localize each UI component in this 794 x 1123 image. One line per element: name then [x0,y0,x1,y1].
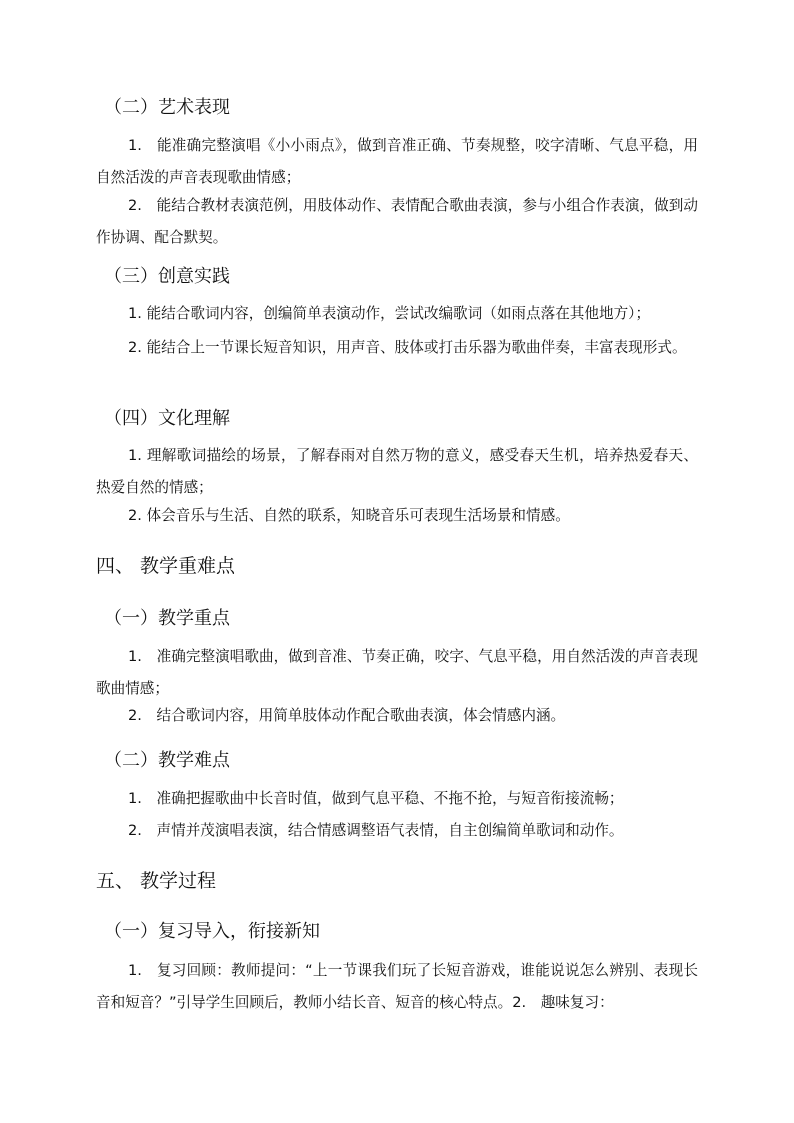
paragraph-create-2: 2. 能结合上一节课长短音知识，用声音、肢体或打击乐器为歌曲伴奏，丰富表现形式。 [128,339,687,356]
paragraph-culture-2: 2. 体会音乐与生活、自然的联系，知晓音乐可表现生活场景和情感。 [128,507,570,524]
section-heading-creative-practice: （三）创意实践 [104,266,230,287]
section-heading-key-points: （一）教学重点 [104,608,230,629]
paragraph-culture-1: 1. 理解歌词描绘的场景，了解春雨对自然万物的意义，感受春天生机，培养热爱春天、热爱自然的情感； [96,447,698,496]
paragraph-difficult-1: 1. 准确把握歌曲中长音时值，做到气息平稳、不拖不抢，与短音衔接流畅； [128,790,624,807]
paragraph-art-2: 2. 能结合教材表演范例，用肢体动作、表情配合歌曲表演，参与小组合作表演，做到动作协调、配合默契。 [96,197,698,246]
paragraph-create-1: 1. 能结合歌词内容，创编简单表演动作，尝试改编歌词（如雨点落在其他地方）； [128,305,651,322]
section-heading-review-intro: （一）复习导入，衔接新知 [104,921,320,942]
section-heading-cultural-understanding: （四）文化理解 [104,408,230,429]
paragraph-review-1: 1. 复习回顾：教师提问：“上一节课我们玩了长短音游戏，谁能说说怎么辨别、表现长音和短音？”引导学生回顾后，教师小结长音、短音的核心特点。2. 趣味复习： [96,962,698,1011]
paragraph-key-2: 2. 结合歌词内容，用简单肢体动作配合歌曲表演，体会情感内涵。 [128,707,566,724]
section-heading-art-expression: （二）艺术表现 [104,97,230,118]
paragraph-art-1: 1. 能准确完整演唱《小小雨点》，做到音准正确、节奏规整，咬字清晰、气息平稳，用自然活泼的声音表现歌曲情感； [96,137,698,186]
section-heading-difficult-points: （二）教学难点 [104,750,230,771]
paragraph-key-1: 1. 准确完整演唱歌曲，做到音准、节奏正确，咬字、气息平稳，用自然活泼的声音表现歌曲情感； [96,648,698,697]
chapter-heading-teaching-process: 五、 教学过程 [96,870,217,892]
chapter-heading-key-difficult: 四、 教学重难点 [96,555,236,577]
paragraph-difficult-2: 2. 声情并茂演唱表演，结合情感调整语气表情，自主创编简单歌词和动作。 [128,822,624,839]
